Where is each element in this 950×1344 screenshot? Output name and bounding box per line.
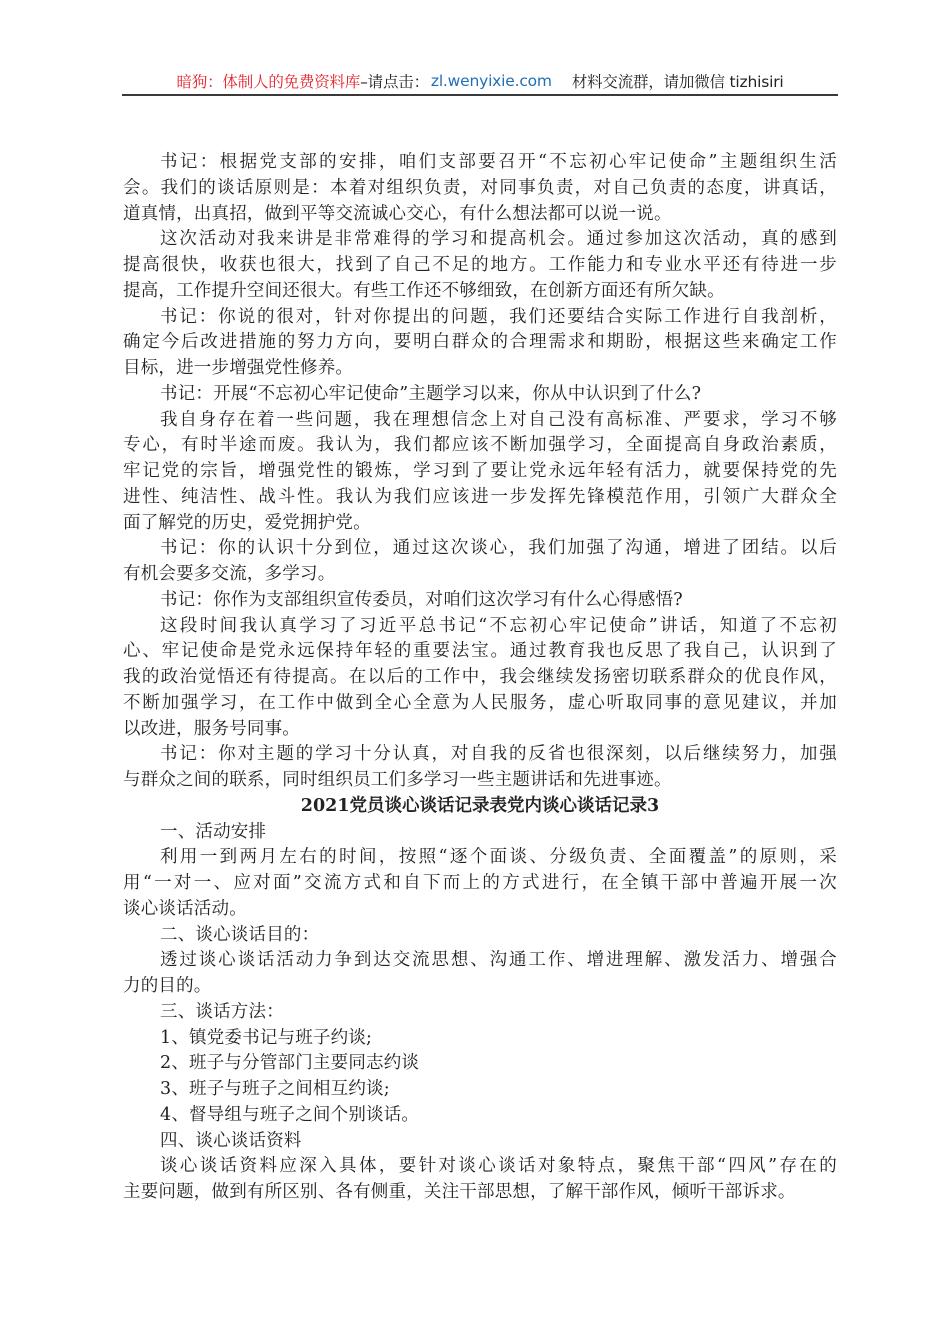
paragraph-line: 我自身存在着一些问题，我在理想信念上对自己没有高标准、严要求，学习不够 (160, 409, 837, 430)
paragraph (123, 305, 837, 382)
paragraph-line: 1、镇党委书记与班子约谈; (160, 1027, 373, 1048)
paragraph (123, 614, 837, 743)
paragraph-line: 提高，工作提升空间还很大。有些工作还不够细致，在创新方面还有所欠缺。 (123, 280, 725, 301)
paragraph-line: 利用一到两月左右的时间，按照“逐个面谈、分级负责、全面覆盖”的原则，采 (160, 847, 837, 868)
paragraph-line: 谈心谈话资料应深入具体，要针对谈心谈话对象特点，聚焦干部“四风”存在的 (160, 1156, 837, 1177)
paragraph (123, 820, 837, 846)
paragraph-line: 四、谈心谈话资料 (160, 1130, 302, 1151)
header-brand-text: 暗狗：体制人的免费资料库 (176, 73, 361, 91)
paragraph-line: 三、谈话方法： (160, 1001, 284, 1022)
paragraph (123, 588, 837, 614)
dialogue-section (123, 150, 837, 794)
paragraph (123, 150, 837, 227)
paragraph (123, 1154, 837, 1206)
paragraph-line: 会。我们的谈话原则是：本着对组织负责，对同事负责，对自己负责的态度，讲真话， (123, 177, 837, 198)
header-wechat-text: 材料交流群，请加微信 tizhisiri (571, 73, 784, 91)
paragraph (123, 1051, 837, 1077)
paragraph (123, 408, 837, 537)
header-divider (122, 94, 838, 96)
paragraph (123, 948, 837, 1000)
paragraph (123, 1103, 837, 1129)
paragraph-line: 这次活动对我来讲是非常难得的学习和提高机会。通过参加这次活动，真的感到 (160, 229, 837, 250)
paragraph-line: 谈心谈话活动。 (123, 898, 247, 919)
paragraph-line: 主要问题，做到有所区别、各有侧重，关注干部思想，了解干部作风，倾听干部诉求。 (123, 1182, 796, 1202)
paragraph-line: 二、谈心谈话目的： (160, 924, 320, 945)
paragraph (123, 1077, 837, 1103)
paragraph-line: 力的目的。 (123, 976, 212, 996)
document-body (123, 150, 837, 1206)
paragraph (123, 382, 837, 408)
paragraph-line: 用“一对一、应对面”交流方式和自下而上的方式进行，在全镇干部中普遍开展一次 (123, 873, 837, 893)
paragraph (123, 845, 837, 922)
paragraph (123, 923, 837, 949)
paragraph-line: 书记：你的认识十分到位，通过这次谈心，我们加强了沟通，增进了团结。以后 (160, 538, 837, 559)
paragraph-line: 与群众之间的联系，同时组织员工们多学习一些主题讲话和先进事迹。 (123, 770, 672, 790)
paragraph (123, 1000, 837, 1026)
paragraph-line: 一、活动安排 (160, 821, 267, 842)
paragraph-line: 面了解党的历史，爱党拥护党。 (123, 512, 371, 533)
paragraph (123, 536, 837, 588)
paragraph-line: 专心，有时半途而废。我认为，我们都应该不断加强学习，全面提高自身政治素质， (123, 435, 837, 456)
paragraph-line: 道真情，出真招，做到平等交流诚心交心，有什么想法都可以说一说。 (123, 203, 672, 224)
paragraph-line: 3、班子与班子之间相互约谈; (160, 1079, 390, 1099)
paragraph-line: 心、牢记使命是党永远保持年轻的重要法宝。通过教育我也反思了我自己，认识到了 (123, 641, 837, 662)
header-cta-text: –请点击： (360, 73, 429, 91)
paragraph-line: 4、督导组与班子之间个别谈话。 (160, 1104, 420, 1125)
paragraph-line: 书记：你作为支部组织宣传委员，对咱们这次学习有什么心得感悟? (160, 589, 683, 610)
paragraph (123, 1129, 837, 1155)
activity-plan-section (123, 820, 837, 1206)
header-site-link[interactable]: zl.wenyixie.com (430, 72, 552, 90)
paragraph (123, 742, 837, 794)
paragraph-line: 这段时间我认真学习了习近平总书记“不忘初心牢记使命”讲话，知道了不忘初 (160, 615, 837, 636)
paragraph-line: 书记：你对主题的学习十分认真，对自我的反省也很深刻，以后继续努力，加强 (160, 744, 837, 765)
paragraph-line: 有机会要多交流，多学习。 (123, 564, 336, 584)
paragraph (123, 227, 837, 304)
paragraph-line: 目标，进一步增强党性修养。 (123, 358, 354, 378)
paragraph-line: 不断加强学习，在工作中做到全心全意为人民服务，虚心听取同事的意见建议，并加 (123, 692, 837, 713)
paragraph-line: 2、班子与分管部门主要同志约谈 (160, 1053, 420, 1074)
section-title: 2021党员谈心谈话记录表党内谈心谈话记录3 (300, 795, 660, 816)
paragraph (123, 1026, 837, 1052)
paragraph-line: 书记：开展“不忘初心牢记使命”主题学习以来，你从中认识到了什么? (160, 383, 702, 404)
paragraph-line: 进性、纯洁性、战斗性。我认为我们应该进一步发挥先锋模范作用，引领广大群众全 (123, 486, 837, 507)
paragraph-line: 确定今后改进措施的努力方向，要明白群众的合理需求和期盼，根据这些来确定工作 (123, 332, 837, 353)
paragraph-line: 提高很快，收获也很大，找到了自己不足的地方。工作能力和专业水平还有待进一步 (123, 255, 837, 275)
paragraph-line: 以改进，服务号同事。 (123, 718, 300, 739)
paragraph-line: 书记：你说的很对，针对你提出的问题，我们还要结合实际工作进行自我剖析， (160, 306, 837, 327)
paragraph-line: 透过谈心谈话活动力争到达交流思想、沟通工作、增进理解、激发活力、增强合 (160, 950, 837, 971)
paragraph-line: 我的政治觉悟还有待提高。在以后的工作中，我会继续发扬密切联系群众的优良作风， (123, 667, 837, 687)
paragraph-line: 牢记党的宗旨，增强党性的锻炼，学习到了要让党永远年轻有活力，就要保持党的先 (123, 461, 837, 481)
paragraph-line: 书记：根据党支部的安排，咱们支部要召开“不忘初心牢记使命”主题组织生活 (160, 152, 837, 172)
page-header (122, 66, 838, 96)
